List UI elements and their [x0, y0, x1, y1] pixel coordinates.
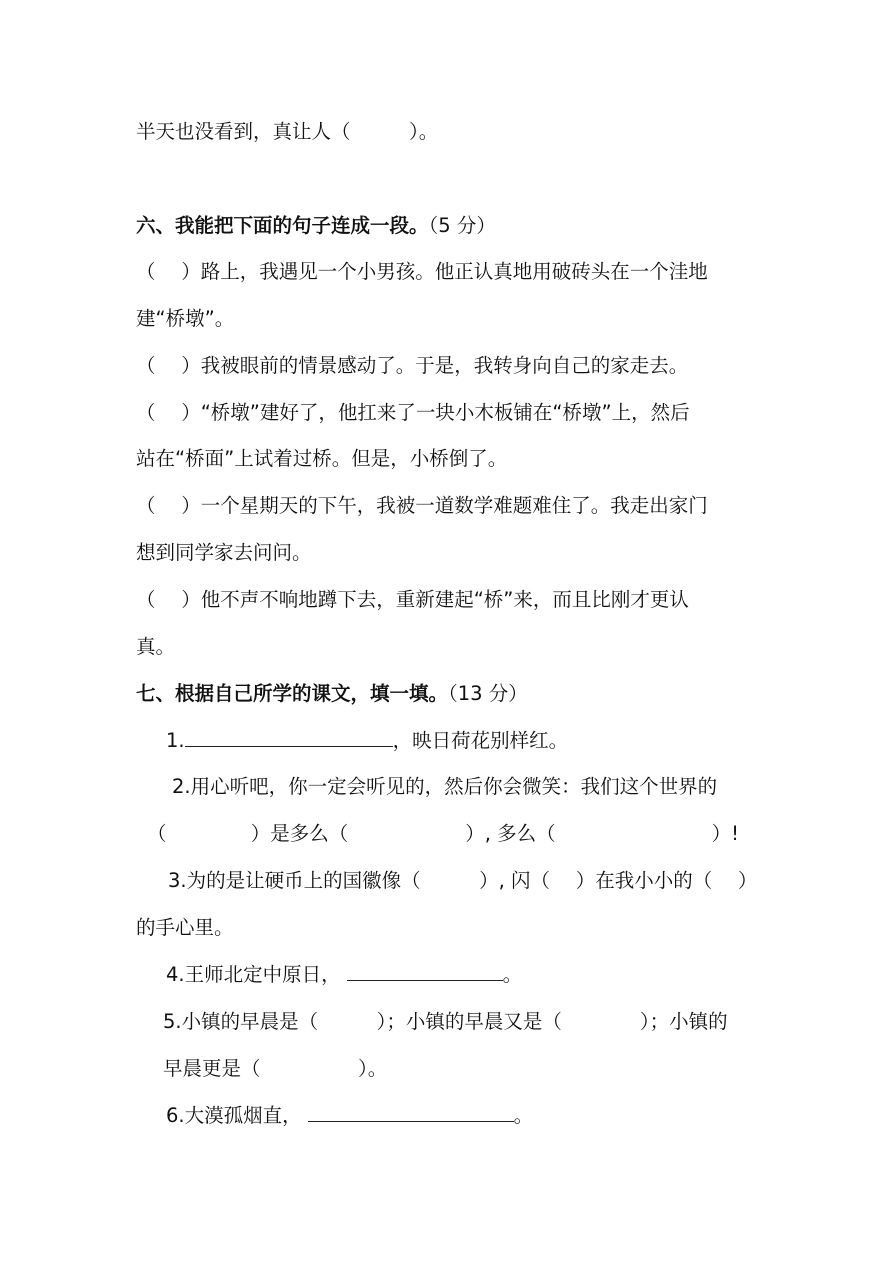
- question-1-number: 1.: [166, 729, 185, 752]
- question-5-line-1: 5.小镇的早晨是（ ）；小镇的早晨又是（ ）；小镇的: [163, 1010, 728, 1033]
- sentence-e-line-2: 真。: [136, 635, 176, 658]
- question-6: [166, 1102, 533, 1130]
- sentence-d-line-2: 想到同学家去问问。: [136, 541, 312, 564]
- question-6-end: 。: [513, 1104, 534, 1127]
- section-6-score: （5 分）: [428, 214, 496, 237]
- carryover-line: 半天也没看到，真让人（ ）。: [136, 120, 439, 143]
- question-6-answer-blank[interactable]: [308, 1103, 514, 1122]
- section-6-heading: [136, 212, 496, 240]
- question-5-line-2: 早晨更是（ ）。: [163, 1057, 388, 1080]
- sentence-e-line-1: （ ）他不声不响地蹲下去，重新建起“桥”来，而且比刚才更认: [136, 588, 689, 611]
- question-4-end: 。: [502, 963, 523, 986]
- section-7-score: （13 分）: [448, 682, 528, 705]
- question-3-line-1: 3.为的是让硬币上的国徽像（ ）, 闪（ ）在我小小的（ ）: [168, 869, 758, 892]
- question-4-text: 4.王师北定中原日，: [166, 963, 341, 986]
- question-6-text: 6.大漠孤烟直，: [166, 1104, 302, 1127]
- question-4: [166, 961, 522, 989]
- section-7-title: 七、根据自己所学的课文，填一填。: [136, 682, 449, 705]
- sentence-d-line-1: （ ）一个星期天的下午，我被一道数学难题难住了。我走出家门: [136, 494, 708, 517]
- sentence-c-line-2: 站在“桥面”上试着过桥。但是，小桥倒了。: [136, 447, 508, 470]
- section-6-title: 六、我能把下面的句子连成一段。: [136, 214, 429, 237]
- question-1: [166, 727, 568, 755]
- question-1-text: ，映日荷花别样红。: [392, 729, 569, 752]
- sentence-c-line-1: （ ）“桥墩”建好了，他扛来了一块小木板铺在“桥墩”上，然后: [136, 401, 690, 424]
- question-2-line-2: （ ）是多么（ ）, 多么（ ）!: [147, 822, 739, 845]
- section-7-heading: [136, 680, 528, 708]
- question-3-line-2: 的手心里。: [136, 916, 234, 939]
- question-2-line-1: 2.用心听吧，你一定会听见的，然后你会微笑：我们这个世界的: [172, 775, 718, 798]
- question-4-answer-blank[interactable]: [347, 962, 503, 981]
- question-1-answer-blank[interactable]: [185, 728, 393, 747]
- sentence-a-line-1: （ ）路上，我遇见一个小男孩。他正认真地用破砖头在一个洼地: [136, 260, 708, 283]
- sentence-a-line-2: 建“桥墩”。: [136, 307, 235, 330]
- sentence-b: （ ）我被眼前的情景感动了。于是，我转身向自己的家走去。: [136, 354, 689, 377]
